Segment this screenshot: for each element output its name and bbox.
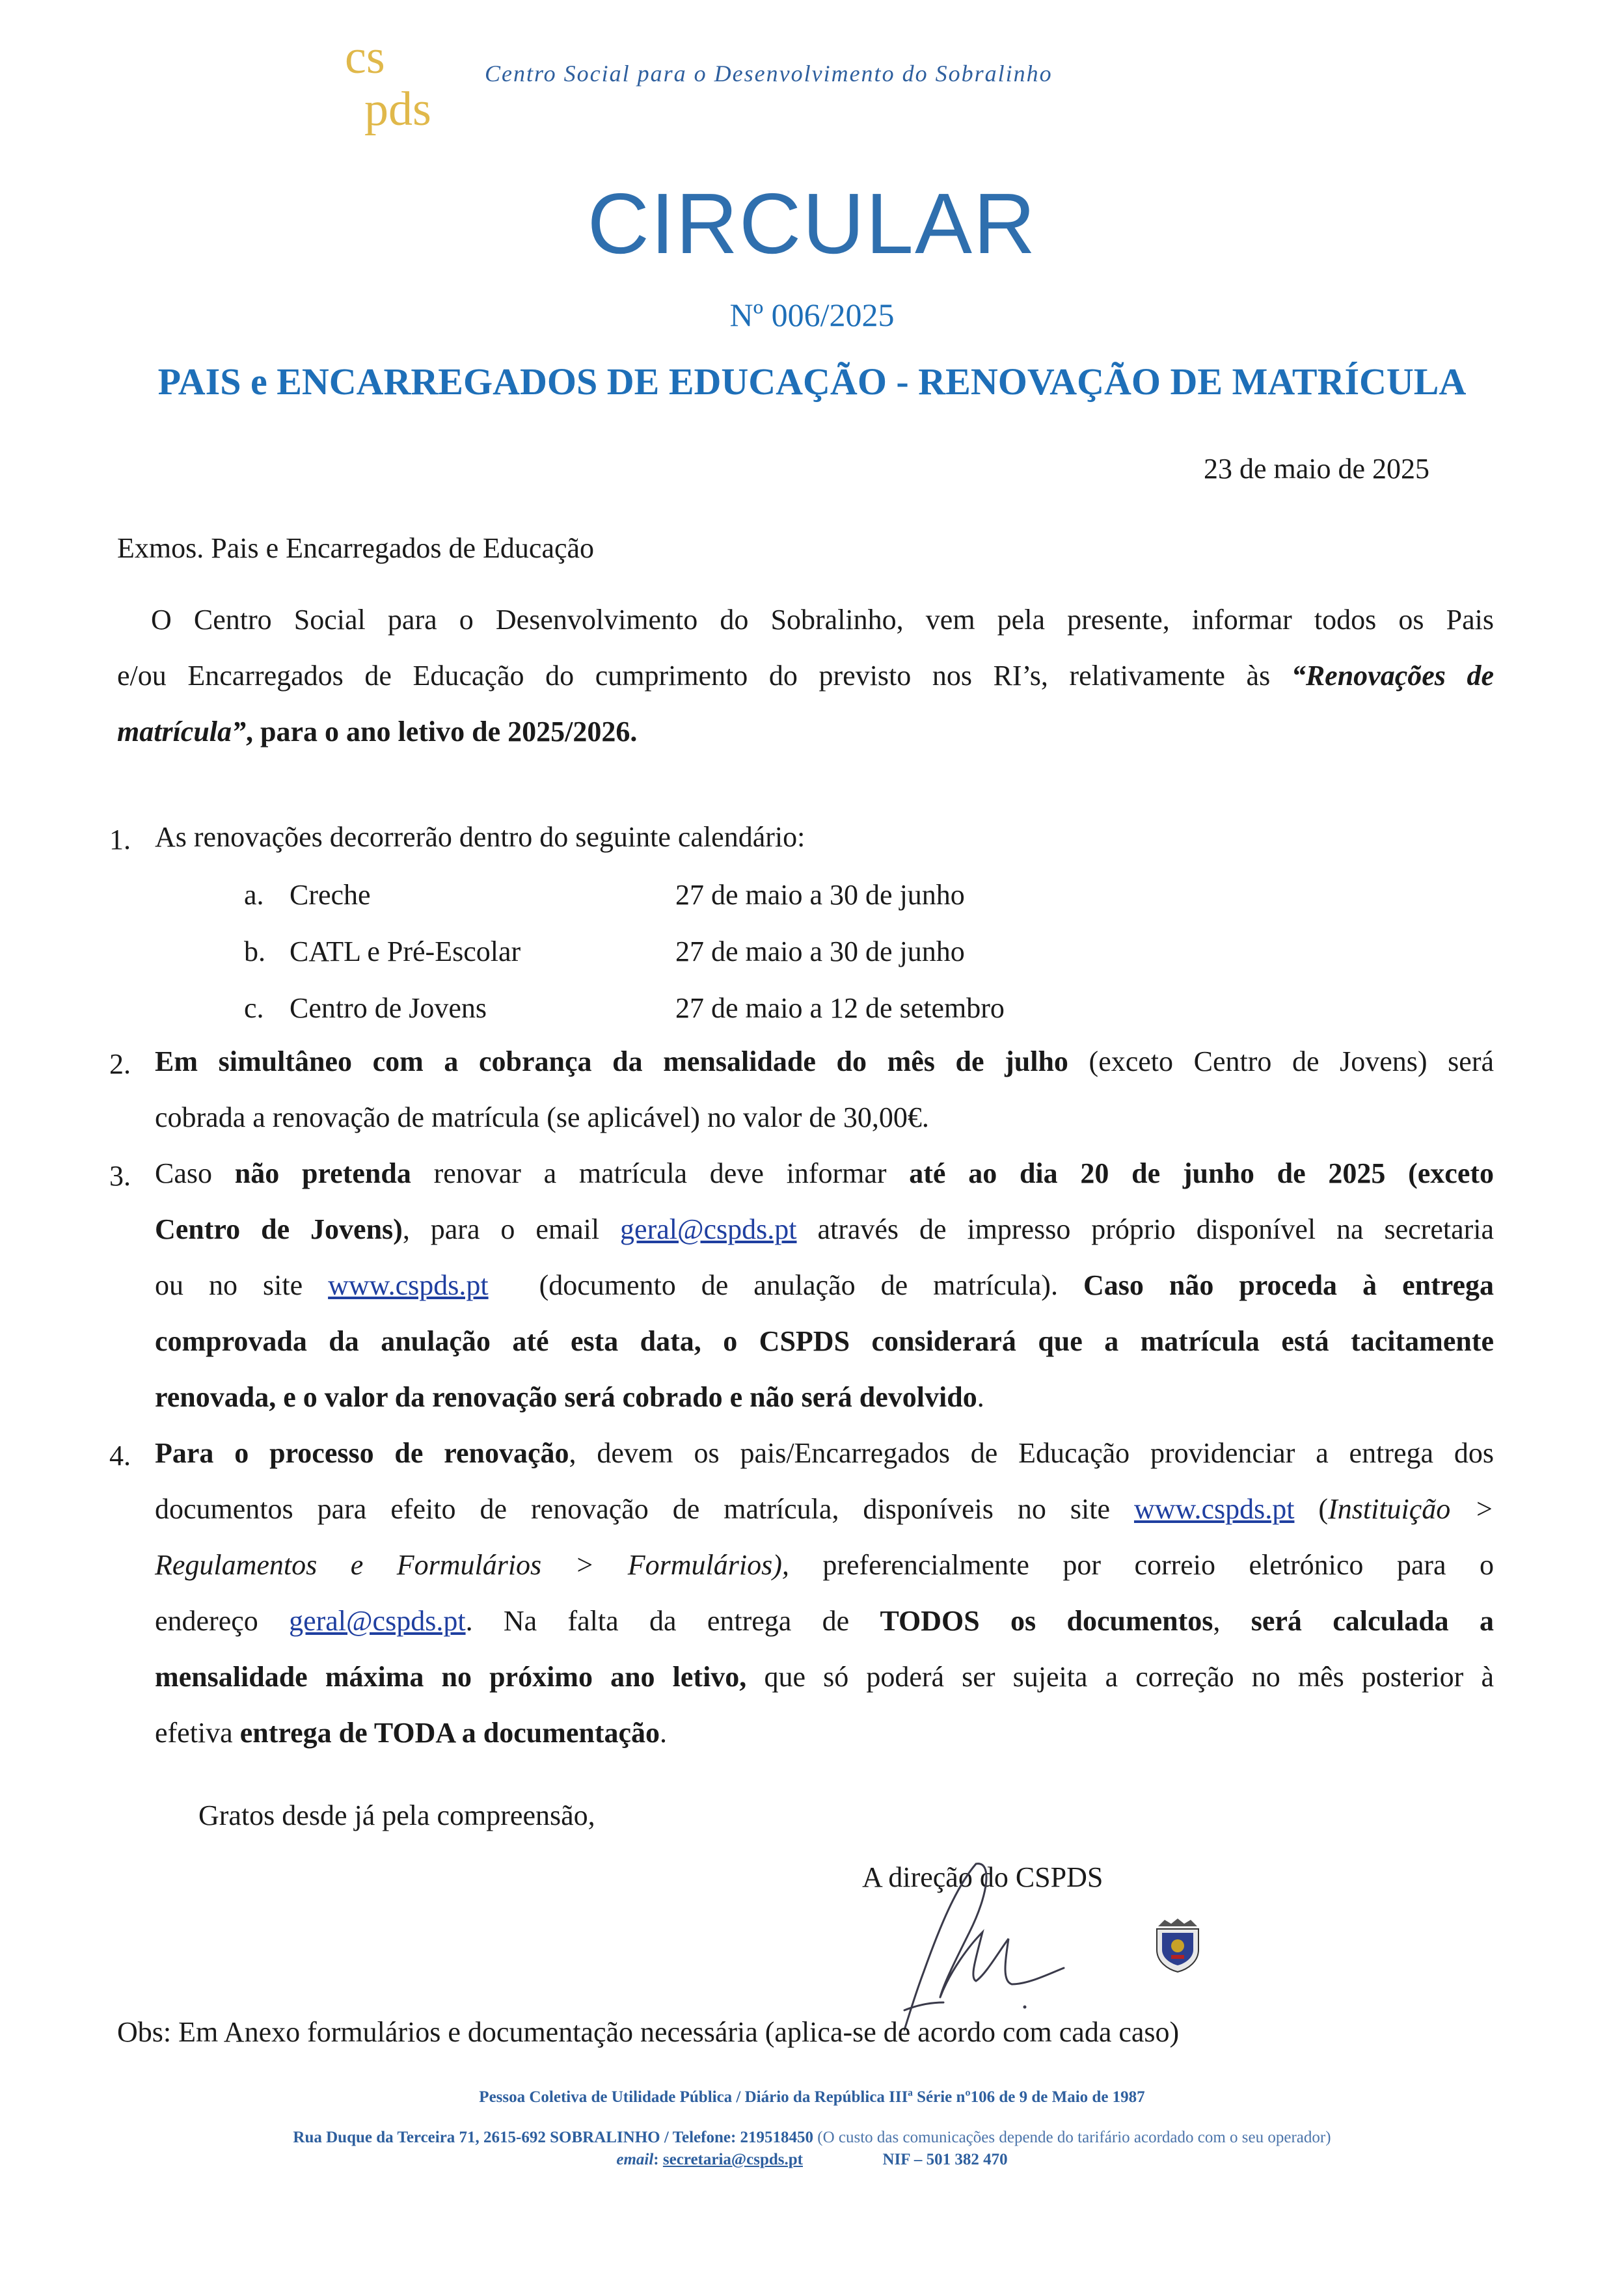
intro-line-2: e/ou Encarregados de Educação do cumprimento do previsto nos RI’s, relativamente às “Renovações de: [117, 660, 1495, 692]
handwritten-signature: [878, 1835, 1074, 2036]
list-number: 2.: [109, 1048, 131, 1080]
logo-letters-bottom: pds: [364, 83, 431, 136]
item-4-line-4: endereço geral@cspds.pt. Na falta da entrega de TODOS os documentos, será calculada a: [155, 1605, 1494, 1637]
schedule-period: 27 de maio a 30 de junho: [675, 879, 965, 911]
email-link[interactable]: geral@cspds.pt: [289, 1605, 466, 1637]
item-2-line-1: Em simultâneo com a cobrança da mensalidade do mês de julho (exceto Centro de Jovens) será: [155, 1045, 1494, 1077]
item-4-line-2: documentos para efeito de renovação de matrícula, disponíveis no site www.cspds.pt (Instituição >: [155, 1493, 1494, 1525]
coat-of-arms-seal: [1152, 1916, 1204, 1973]
document-date: 23 de maio de 2025: [1204, 453, 1430, 485]
schedule-service: Creche: [290, 879, 371, 911]
footer-contact-line: email: secretaria@cspds.pt NIF – 501 382 470: [616, 2151, 1008, 2168]
closing-text: Gratos desde já pela compreensão,: [198, 1799, 595, 1831]
logo-letters-top: cs: [345, 31, 385, 84]
schedule-service: Centro de Jovens: [290, 992, 487, 1024]
footer-email-link[interactable]: secretaria@cspds.pt: [662, 2151, 803, 2168]
salutation: Exmos. Pais e Encarregados de Educação: [117, 532, 595, 564]
circular-number: Nº 006/2025: [729, 297, 895, 333]
item-4-line-3: Regulamentos e Formulários > Formulários), preferencialmente por correio eletrónico para o: [155, 1549, 1494, 1581]
footer-address-line: Rua Duque da Terceira 71, 2615-692 SOBRALINHO / Telefone: 219518450 (O custo das comunicações depende do tarifário acordado com o seu operador): [293, 2129, 1331, 2146]
document-title: CIRCULAR: [587, 176, 1037, 271]
footer-legal-line: Pessoa Coletiva de Utilidade Pública / Diário da República IIIª Série nº106 de 9 de Maio de 1987: [479, 2088, 1145, 2106]
item-4-line-6: efetiva entrega de TODA a documentação.: [155, 1717, 668, 1749]
list-number: 1.: [109, 824, 131, 855]
list-number: 3.: [109, 1160, 131, 1192]
intro-line-3: matrícula”, para o ano letivo de 2025/2026.: [117, 716, 638, 748]
list-item-text: As renovações decorrerão dentro do seguinte calendário:: [155, 821, 805, 853]
website-link[interactable]: www.cspds.pt: [328, 1269, 489, 1301]
item-2-line-2: cobrada a renovação de matrícula (se aplicável) no valor de 30,00€.: [155, 1101, 929, 1133]
item-3-line-4: comprovada da anulação até esta data, o CSPDS considerará que a matrícula está tacitamente: [155, 1325, 1494, 1357]
schedule-letter: c.: [244, 992, 264, 1024]
email-link[interactable]: geral@cspds.pt: [620, 1213, 797, 1245]
circular-subject: PAIS e ENCARREGADOS DE EDUCAÇÃO - RENOVAÇÃO DE MATRÍCULA: [157, 360, 1467, 403]
item-3-line-1: Caso não pretenda renovar a matrícula deve informar até ao dia 20 de junho de 2025 (exceto: [155, 1157, 1495, 1189]
observation-note: Obs: Em Anexo formulários e documentação necessária (aplica-se de acordo com cada caso): [117, 2016, 1180, 2048]
list-number: 4.: [109, 1440, 131, 1472]
schedule-letter: b.: [244, 936, 265, 967]
organization-logo: [338, 27, 442, 144]
item-3-line-5: renovada, e o valor da renovação será cobrado e não será devolvido.: [155, 1381, 984, 1413]
schedule-period: 27 de maio a 30 de junho: [675, 936, 965, 967]
intro-line-1: O Centro Social para o Desenvolvimento do Sobralinho, vem pela presente, informar todos os Pais: [151, 604, 1494, 636]
item-3-line-3: ou no site www.cspds.pt (documento de anulação de matrícula). Caso não proceda à entrega: [155, 1269, 1494, 1301]
item-3-line-2: Centro de Jovens), para o email geral@cspds.pt através de impresso próprio disponível na secretaria: [155, 1213, 1495, 1245]
signoff-text: A direção do CSPDS: [862, 1861, 1103, 1893]
website-link[interactable]: www.cspds.pt: [1133, 1493, 1295, 1525]
footer-nif: NIF – 501 382 470: [882, 2151, 1008, 2168]
schedule-letter: a.: [244, 879, 264, 911]
schedule-period: 27 de maio a 12 de setembro: [675, 992, 1005, 1024]
schedule-service: CATL e Pré-Escolar: [290, 936, 521, 967]
item-4-line-5: mensalidade máxima no próximo ano letivo, que só poderá ser sujeita a correção no mês posterior à: [155, 1661, 1494, 1693]
organization-name: Centro Social para o Desenvolvimento do Sobralinho: [485, 61, 1053, 87]
item-4-line-1: Para o processo de renovação, devem os pais/Encarregados de Educação providenciar a entrega dos: [155, 1437, 1494, 1469]
